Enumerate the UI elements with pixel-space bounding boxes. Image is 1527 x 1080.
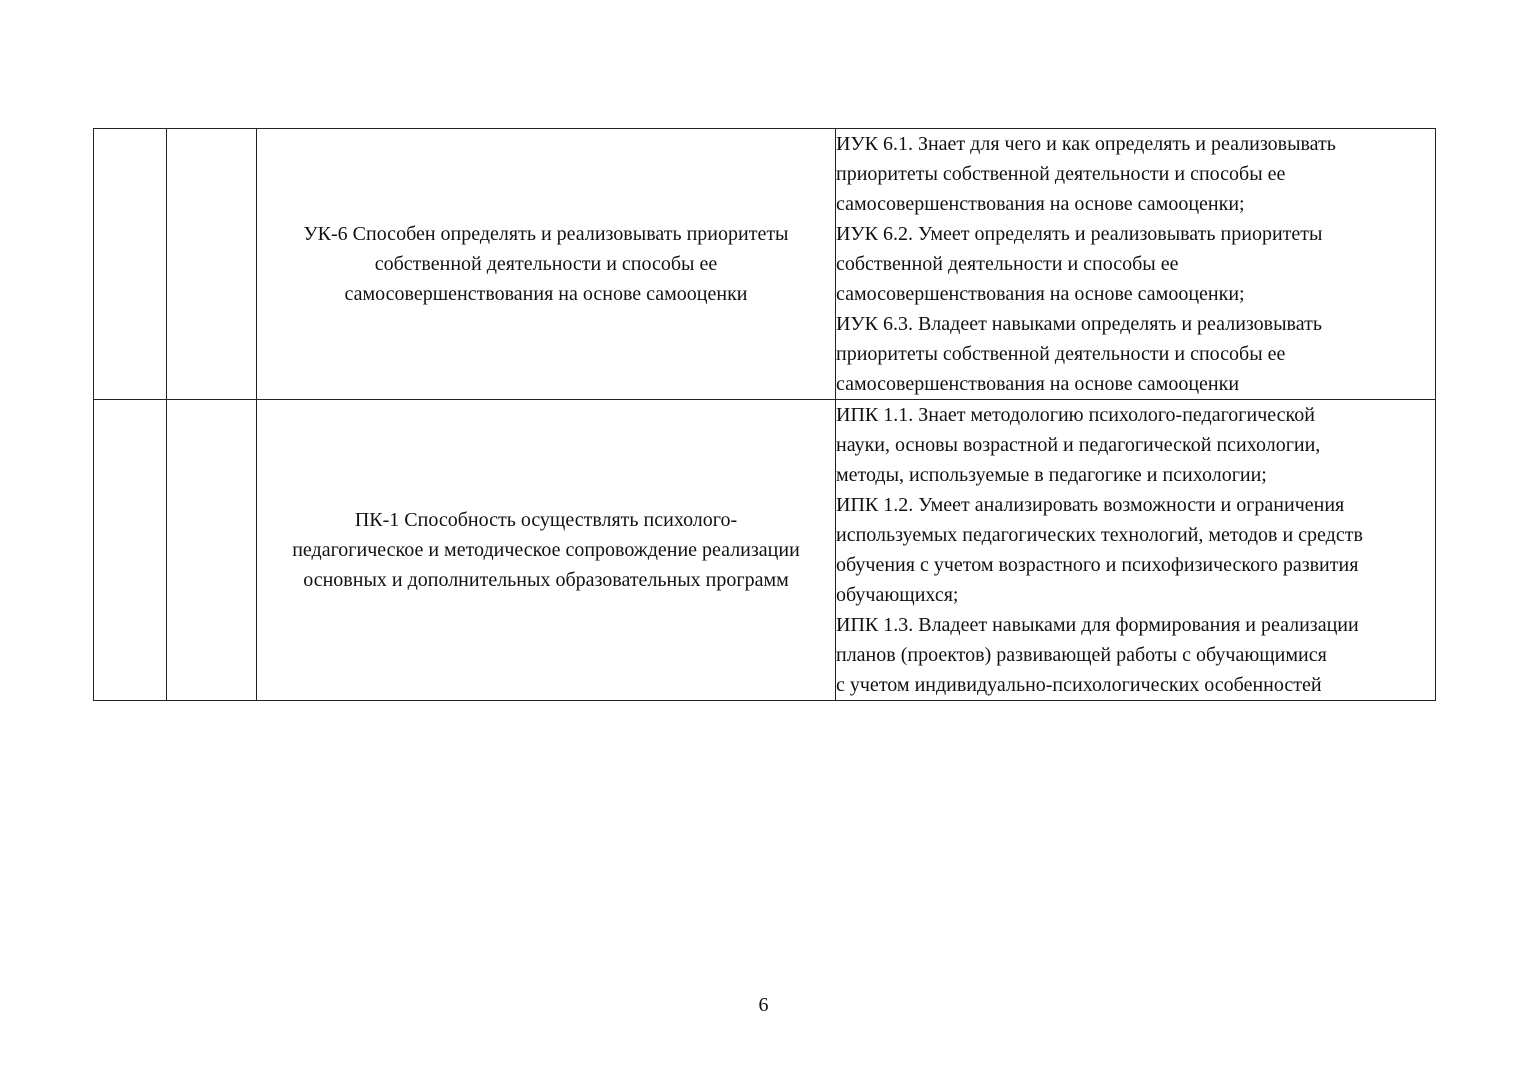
indicator-text-line: ИПК 1.2. Умеет анализировать возможности и ограничения <box>836 494 1345 516</box>
indicator-text-line: приоритеты собственной деятельности и способы ее <box>836 163 1286 185</box>
indicator-text-line: ИУК 6.1. Знает для чего и как определять и реализовывать <box>836 133 1336 155</box>
indicator-text-line: используемых педагогических технологий, методов и средств <box>836 524 1363 546</box>
indicator-text-line: планов (проектов) развивающей работы с обучающимися <box>836 644 1327 666</box>
indicator-text-line: с учетом индивидуально-психологических особенностей <box>836 674 1322 696</box>
indicator-text-line: собственной деятельности и способы ее <box>836 253 1179 275</box>
indicator-text-line: обучающихся; <box>836 584 959 606</box>
indicator-text-line: ИУК 6.3. Владеет навыками определять и реализовывать <box>836 313 1322 335</box>
empty-cell <box>94 400 167 701</box>
indicator-cell <box>836 129 1436 400</box>
indicator-text-line: самосовершенствования на основе самооценки <box>836 373 1240 395</box>
indicator-text-line: обучения с учетом возрастного и психофизического развития <box>836 554 1359 576</box>
indicator-text-line: науки, основы возрастной и педагогической психологии, <box>836 434 1321 456</box>
table-row <box>94 400 1436 701</box>
page-number: 6 <box>758 994 769 1016</box>
competency-text-line: педагогическое и методическое сопровождение реализации <box>292 539 800 561</box>
competency-text-line: самосовершенствования на основе самооценки <box>344 283 748 305</box>
competency-text-line: ПК-1 Способность осуществлять психолого- <box>354 509 738 531</box>
competency-cell <box>257 129 836 400</box>
indicator-text-line: самосовершенствования на основе самооценки; <box>836 193 1245 215</box>
indicator-text-line: ИУК 6.2. Умеет определять и реализовывать приоритеты <box>836 223 1323 245</box>
indicator-text-line: самосовершенствования на основе самооценки; <box>836 283 1245 305</box>
indicator-text-line: приоритеты собственной деятельности и способы ее <box>836 343 1286 365</box>
competency-text-line: УК-6 Способен определять и реализовывать приоритеты <box>303 223 789 245</box>
empty-cell <box>167 129 257 400</box>
competency-table <box>93 128 1436 701</box>
indicator-text-line: методы, используемые в педагогике и психологии; <box>836 464 1267 486</box>
competency-text-line: основных и дополнительных образовательных программ <box>303 569 789 591</box>
competency-cell <box>257 400 836 701</box>
empty-cell <box>94 129 167 400</box>
indicator-text-line: ИПК 1.3. Владеет навыками для формирования и реализации <box>836 614 1359 636</box>
indicator-cell <box>836 400 1436 701</box>
table-row <box>94 129 1436 400</box>
indicator-text-line: ИПК 1.1. Знает методологию психолого-педагогической <box>836 404 1315 426</box>
competency-text-line: собственной деятельности и способы ее <box>374 253 718 275</box>
empty-cell <box>167 400 257 701</box>
